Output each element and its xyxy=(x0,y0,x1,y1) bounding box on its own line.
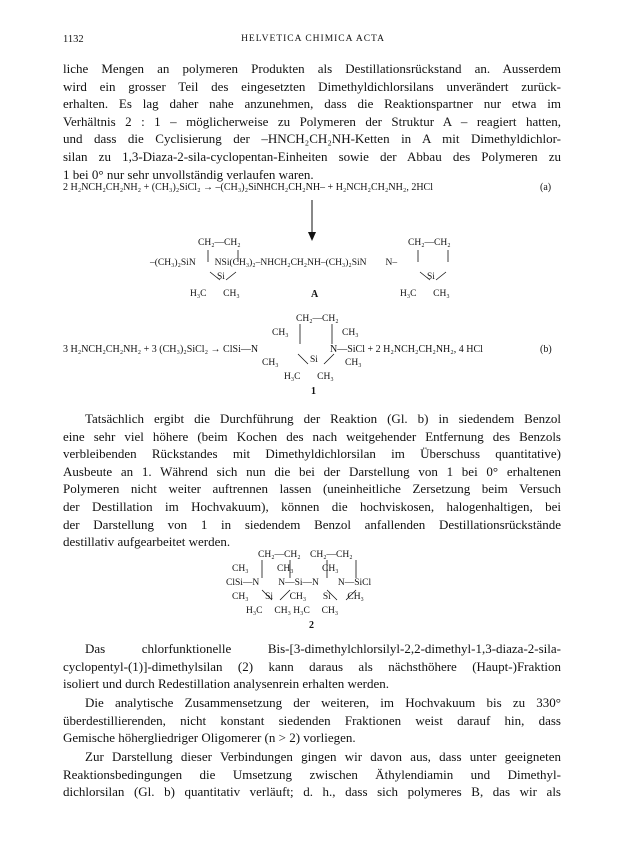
paragraph-2 xyxy=(63,410,561,551)
text-line: liche Mengen an polymeren Produkten als Destillationsrückstand an. Ausserdem xyxy=(63,61,561,76)
text-line: Die analytische Zusammensetzung der weiteren, im Hochvakuum bis zu 330° xyxy=(85,695,561,710)
text-line: isoliert und durch Redestillation analysenrein erhalten werden. xyxy=(63,676,389,692)
text-line: überdestillierenden, nicht konstant siedenden Fraktionen weist darauf hin, dass xyxy=(63,712,561,728)
compound-2-label: 2 xyxy=(309,620,314,631)
equation-b-rest: N—SiCl + 2 H₂NCH₂CH₂NH₂, 4 HCl xyxy=(330,344,483,355)
compound-1-methyls: H₃C CH₃ xyxy=(284,372,334,382)
compound-1-si: Si xyxy=(310,355,318,365)
structure-a-methyls-left: H₃C CH₃ xyxy=(190,289,240,299)
compound-2-row-4: CH₃ Si CH₃ Si CH₃ xyxy=(232,592,364,602)
structure-a-label: A xyxy=(311,289,319,300)
compound-1-ch3-bottom-right: CH₃ xyxy=(345,358,362,368)
equation-a-label: (a) xyxy=(540,182,552,193)
text-line: silan zu 1,3-Diaza-2-sila-cyclopentan-Einheiten sowie der Abbau des Polymeren zu xyxy=(63,148,561,164)
page-number: 1132 xyxy=(63,34,84,45)
text-line: erhalten. Es lag daher nahe anzunehmen, dass die Reaktionspartner nur etwa im xyxy=(63,96,561,112)
structure-a-si-right: Si xyxy=(427,272,435,282)
equation-a: 2 H₂NCH₂CH₂NH₂ + (CH₃)₂SiCl₂ → –(CH₃)₂SiNHCH₂CH₂NH– + H₂NCH₂CH₂NH₂, 2HCl xyxy=(63,182,433,193)
text-line: dichlorsilan (Gl. b) quantitativ verläuft; d. h., dass sich polymeres B, das wir als xyxy=(63,784,561,800)
structure-a-bonds xyxy=(150,248,480,288)
text-line: destillativ aufgearbeitet werden. xyxy=(63,534,231,550)
text-line: und dass die Cyclisierung der –HNCH₂CH₂NH-Ketten in A mit Dimethyldichlor- xyxy=(63,131,561,147)
text-line: verbleibenden Rückstandes mit Dimethyldichlorsilan im Überschuss quantitative) xyxy=(63,446,561,462)
text-line: 1 bei 0° nur sehr unvollständig verlaufen waren. xyxy=(63,166,314,182)
intro-paragraph xyxy=(63,60,561,183)
text-line: Zur Darstellung dieser Verbindungen gingen wir davon aus, dass unter geeigneten xyxy=(85,749,561,764)
structure-a-chain: –(CH₃)₂SiN NSi(CH₃)₂–NHCH₂CH₂NH–(CH₃)₂SiN N– xyxy=(150,258,398,268)
structure-a-right-top: CH₂—CH₂ xyxy=(408,238,451,248)
journal-title: HELVETICA CHIMICA ACTA xyxy=(241,34,385,44)
compound-1-top: CH₂—CH₂ xyxy=(296,314,339,324)
equation-b-prefix: 3 H₂NCH₂CH₂NH₂ + 3 (CH₃)₂SiCl₂ → ClSi—N xyxy=(63,344,259,355)
text-line: cyclopentyl-(1)]-dimethylsilan (2) kann daraus als nächsthöhere (Haupt-)Fraktion xyxy=(63,658,561,674)
text-line: Ausbeute an 1. Während sich nun die bei der Darstellung von 1 bei 0° erhaltenen xyxy=(63,463,561,479)
paragraph-3 xyxy=(63,640,561,693)
text-line: Verhältnis 2 : 1 – möglicherweise zu Polymeren der Struktur A – reagiert hatten, xyxy=(63,113,561,129)
compound-2-row-5: H₃C CH₃ H₃C CH₃ xyxy=(246,606,339,616)
text-line: Das chlorfunktionelle Bis-[3-dimethylchlorsilyl-2,2-dimethyl-1,3-diaza-2-sila- xyxy=(85,641,561,656)
compound-1-ch3-right: CH₃ xyxy=(342,328,359,338)
text-line: wird ein grosser Teil des eingesetzten Dimethyldichlorsilans unverändert zurück- xyxy=(63,78,561,94)
compound-2-top: CH₂—CH₂ CH₂—CH₂ xyxy=(258,550,353,560)
text-line: der Destillation im Hochvakuum), können die hochviskosen, halogenhaltigen, bei xyxy=(63,498,561,514)
compound-1-ch3-left: CH₃ xyxy=(272,328,289,338)
structure-a-left-top: CH₂—CH₂ xyxy=(198,238,241,248)
paragraph-4 xyxy=(63,694,561,747)
equation-b-label: (b) xyxy=(540,344,552,355)
text-line: eine sehr viel höhere (beim Kochen des nach weitgehender Entfernung des Benzols xyxy=(63,428,561,444)
structure-a-methyls-right: H₃C CH₃ xyxy=(400,289,450,299)
compound-1-label: 1 xyxy=(311,386,316,397)
text-line: Gemische höhergliedriger Oligomerer (n > 2) vorliegen. xyxy=(63,730,356,746)
text-line: der Darstellung von 1 in siedendem Benzol anfallenden Destillationsrückstände xyxy=(63,516,561,532)
paragraph-5 xyxy=(63,748,561,801)
compound-1-ch3-bottom-left: CH₃ xyxy=(262,358,279,368)
text-line: Tatsächlich ergibt die Durchführung der Reaktion (Gl. b) in siedendem Benzol xyxy=(85,411,561,426)
compound-2-row-2: CH₃ CH₃ CH₃ xyxy=(232,564,339,574)
compound-2-row-3: ClSi—N N—Si—N N—SiCl xyxy=(226,578,372,588)
text-line: Reaktionsbedingungen die Umsetzung zwischen Äthylendiamin und Dimethyl- xyxy=(63,766,561,782)
text-line: Polymeren nicht weiter auftrennen lassen (uneinheitliche Zersetzung beim Versuch xyxy=(63,481,561,497)
down-arrow-icon xyxy=(305,200,319,242)
structure-a-si-left: Si xyxy=(217,272,225,282)
